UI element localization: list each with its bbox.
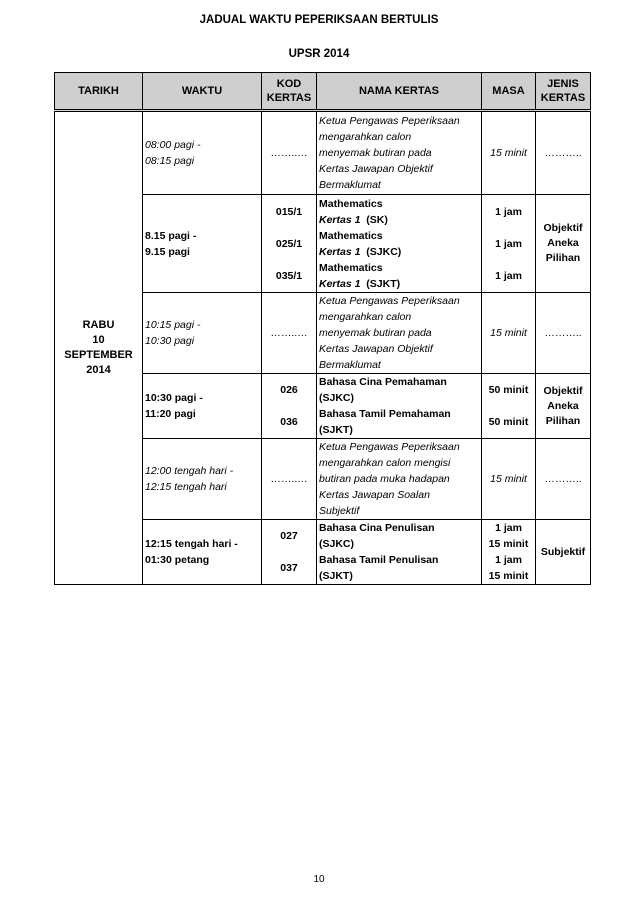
jenis-line: Aneka: [547, 399, 579, 412]
jenis-line: Objektif: [543, 222, 583, 234]
waktu-end: 9.15 pagi: [145, 245, 190, 258]
waktu-cell: [143, 195, 262, 293]
waktu-cell: [143, 374, 262, 439]
kod-cell: [262, 374, 317, 439]
col-header-kod-l1: KOD: [276, 78, 302, 90]
subject-detail: [319, 244, 479, 260]
masa-cell: [482, 520, 536, 585]
date-cell: [55, 111, 143, 585]
note-line: menyemak butiran pada: [319, 327, 432, 339]
kod-value: 035/1: [275, 269, 303, 282]
note-line: mengarahkan calon mengisi: [319, 457, 451, 469]
masa-value: 15 minit: [488, 570, 529, 582]
note-line: Bermaklumat: [319, 359, 381, 371]
note-line: butiran pada muka hadapan: [319, 473, 450, 485]
waktu-cell: [143, 111, 262, 195]
waktu-end: 08:15 pagi: [145, 155, 195, 167]
kod-cell: ……..…: [262, 111, 317, 195]
kertas-label: Kertas 1: [319, 245, 361, 258]
jenis-line: Objektif: [543, 384, 583, 397]
waktu-start: 12:00 tengah hari -: [145, 465, 234, 477]
masa-value: 15 minit: [488, 538, 529, 550]
nama-note-cell: [317, 293, 482, 374]
date-day: RABU: [82, 319, 115, 331]
subject-detail: (SJKC): [319, 392, 355, 404]
jenis-cell: Subjektif: [536, 520, 591, 585]
masa-value: 1 jam: [495, 522, 522, 534]
date-year: 2014: [86, 364, 111, 376]
masa-cell: 15 minit: [482, 111, 536, 195]
jenis-cell: ………..: [536, 111, 591, 195]
col-header-jenis-l2: KERTAS: [540, 92, 586, 104]
waktu-start: 8.15 pagi -: [145, 229, 197, 242]
note-line: mengarahkan calon: [319, 311, 412, 323]
note-line: Subjektif: [319, 505, 360, 517]
subject-name: Mathematics: [319, 197, 383, 210]
waktu-end: 10:30 pagi: [145, 335, 195, 347]
note-line: mengarahkan calon: [319, 131, 412, 143]
date-number: 10: [92, 334, 105, 346]
jenis-line: Aneka: [547, 237, 579, 249]
jenis-cell: ………..: [536, 293, 591, 374]
table-header-row: [55, 73, 591, 111]
kod-cell: ……..…: [262, 293, 317, 374]
subject-name: Bahasa Tamil Pemahaman: [319, 408, 451, 420]
jenis-cell: ………..: [536, 439, 591, 520]
jenis-line: Pilihan: [545, 252, 581, 264]
kod-cell: ……..…: [262, 439, 317, 520]
waktu-end: 01:30 petang: [145, 554, 210, 566]
masa-cell: 15 minit: [482, 293, 536, 374]
waktu-cell: [143, 520, 262, 585]
date-month: SEPTEMBER: [64, 349, 133, 361]
col-header-tarikh: TARIKH: [55, 73, 143, 111]
masa-value: 50 minit: [488, 384, 529, 396]
masa-cell: [482, 374, 536, 439]
subject-detail: (SJKT): [319, 570, 353, 582]
subject-name: Bahasa Cina Pemahaman: [319, 376, 447, 388]
nama-cell: [317, 374, 482, 439]
note-line: Ketua Pengawas Peperiksaan: [319, 295, 460, 307]
table-row: [55, 111, 591, 195]
col-header-waktu: WAKTU: [143, 73, 262, 111]
col-header-nama-kertas: NAMA KERTAS: [317, 73, 482, 111]
waktu-end: 11:20 pagi: [145, 408, 196, 420]
kod-value: 036: [280, 416, 298, 428]
waktu-end: 12:15 tengah hari: [145, 481, 227, 493]
subject-name: Mathematics: [319, 261, 383, 274]
school-type: (SJKC): [366, 245, 402, 258]
nama-note-cell: [317, 439, 482, 520]
school-type: (SJKT): [366, 277, 401, 290]
masa-cell: [482, 195, 536, 293]
col-header-jenis-kertas: [536, 73, 591, 111]
nama-note-cell: [317, 111, 482, 195]
waktu-start: 08:00 pagi -: [145, 139, 201, 151]
masa-value: 1 jam: [495, 237, 522, 250]
masa-value: 1 jam: [495, 205, 522, 218]
kod-value: 015/1: [275, 205, 303, 218]
subject-detail: [319, 276, 479, 292]
school-type: (SK): [366, 213, 388, 226]
kod-value: 027: [280, 530, 298, 542]
note-line: menyemak butiran pada: [319, 147, 432, 159]
note-line: Bermaklumat: [319, 179, 381, 191]
waktu-cell: [143, 293, 262, 374]
kod-value: 025/1: [275, 237, 303, 250]
waktu-start: 10:30 pagi -: [145, 392, 203, 404]
document-subtitle: UPSR 2014: [288, 48, 350, 60]
subject-name: Mathematics: [319, 229, 383, 242]
col-header-kod-kertas: [262, 73, 317, 111]
masa-value: 50 minit: [488, 416, 529, 428]
col-header-jenis-l1: JENIS: [547, 78, 579, 90]
note-line: Kertas Jawapan Soalan: [319, 489, 430, 501]
note-line: Ketua Pengawas Peperiksaan: [319, 441, 460, 453]
kod-cell: [262, 520, 317, 585]
kod-cell: [262, 195, 317, 293]
note-line: Ketua Pengawas Peperiksaan: [319, 115, 460, 127]
note-line: Kertas Jawapan Objektif: [319, 163, 433, 175]
kertas-label: Kertas 1: [319, 277, 361, 290]
subject-detail: (SJKC): [319, 538, 355, 550]
waktu-start: 12:15 tengah hari -: [145, 538, 238, 550]
nama-cell: [317, 520, 482, 585]
subject-name: Bahasa Cina Penulisan: [319, 522, 435, 534]
jenis-line: Pilihan: [545, 414, 581, 427]
waktu-start: 10:15 pagi -: [145, 319, 201, 331]
kod-value: 037: [280, 562, 298, 574]
kod-value: 026: [280, 384, 298, 396]
col-header-kod-l2: KERTAS: [266, 92, 312, 104]
document-title: JADUAL WAKTU PEPERIKSAAN BERTULIS: [199, 14, 439, 26]
subject-detail: (SJKT): [319, 424, 353, 436]
nama-cell: [317, 195, 482, 293]
jenis-cell: [536, 195, 591, 293]
col-header-masa: MASA: [482, 73, 536, 111]
masa-value: 1 jam: [495, 269, 522, 282]
waktu-cell: [143, 439, 262, 520]
subject-detail: [319, 212, 479, 228]
subject-name: Bahasa Tamil Penulisan: [319, 554, 439, 566]
kertas-label: Kertas 1: [319, 213, 361, 226]
jenis-cell: [536, 374, 591, 439]
masa-cell: 15 minit: [482, 439, 536, 520]
note-line: Kertas Jawapan Objektif: [319, 343, 433, 355]
masa-value: 1 jam: [495, 554, 522, 566]
page-number: 10: [313, 874, 325, 885]
exam-timetable: [54, 72, 591, 585]
